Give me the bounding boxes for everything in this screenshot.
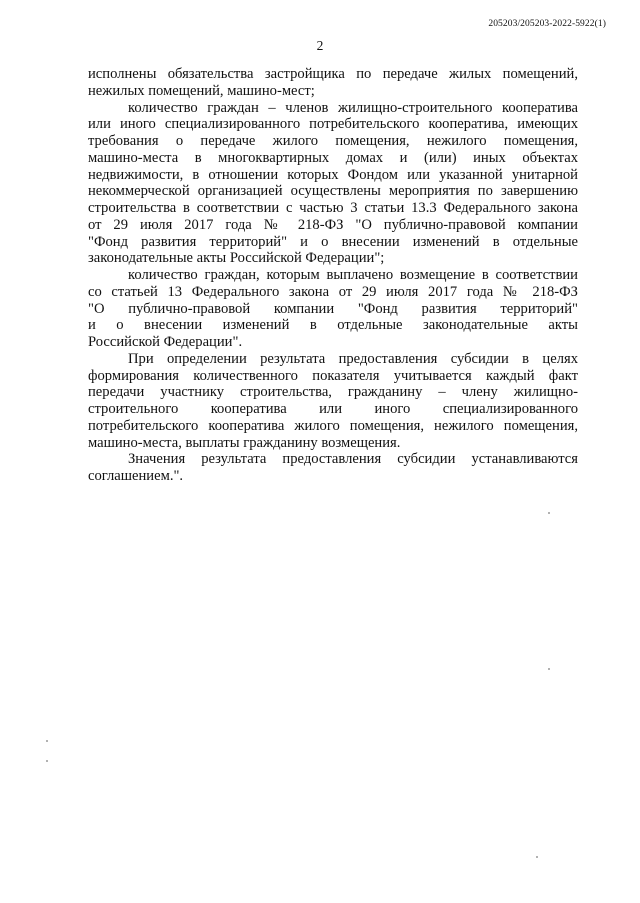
text-line: со статьей 13 Федерального закона от 29 июля 2017 года № 218-ФЗ	[88, 283, 578, 300]
scan-speck	[46, 740, 48, 742]
text-line: соглашением.".	[88, 468, 184, 484]
text-line: "Фонд развития территорий" и о внесении изменений в отдельные	[88, 233, 578, 250]
text-line: Российской Федерации".	[88, 334, 243, 350]
scan-speck	[548, 512, 550, 514]
scan-speck	[548, 668, 550, 670]
text-line: формирования количественного показателя учитывается каждый факт	[88, 367, 578, 384]
text-line: недвижимости, в отношении которых Фондом или указанной унитарной	[88, 166, 578, 183]
text-line: законодательные акты Российской Федерации";	[88, 250, 385, 267]
document-id: 205203/205203-2022-5922(1)	[488, 19, 606, 29]
scan-speck	[536, 856, 538, 858]
text-line: от 29 июля 2017 года № 218-ФЗ "О публично-правовой компании	[88, 216, 578, 233]
text-line: нежилых помещений, машино-мест;	[88, 82, 315, 99]
text-line: исполнены обязательства застройщика по передаче жилых помещений,	[88, 66, 578, 82]
text-line: строительного кооператива или иного специализированного	[88, 401, 578, 417]
text-line: и о внесении изменений в отдельные законодательные акты	[88, 317, 578, 334]
text-line: потребительского кооператива жилого помещения, нежилого помещения,	[88, 417, 578, 434]
text-line: или иного специализированного потребительского кооператива, имеющих	[88, 116, 578, 133]
text-line: строительства в соответствии с частью 3 статьи 13.3 Федерального закона	[88, 200, 578, 216]
text-line: Значения результата предоставления субсидии устанавливаются	[128, 451, 578, 468]
text-line: требования о передаче жилого помещения, нежилого помещения,	[88, 133, 578, 149]
document-body	[88, 66, 578, 485]
text-line: передачи участнику строительства, гражданину – члену жилищно-	[88, 384, 578, 401]
text-line: количество граждан, которым выплачено возмещение в соответствии	[128, 267, 578, 283]
text-line: При определении результата предоставления субсидии в целях	[128, 350, 578, 367]
text-line: количество граждан – членов жилищно-строительного кооператива	[128, 99, 578, 116]
text-line: машино-места, выплаты гражданину возмещения.	[88, 434, 401, 451]
text-line: "О публично-правовой компании "Фонд развития территорий"	[88, 300, 578, 317]
text-line: некоммерческой организацией осуществлены мероприятия по завершению	[88, 183, 578, 200]
text-line: машино-места в многоквартирных домах и (или) иных объектах	[88, 149, 578, 166]
scan-speck	[46, 760, 48, 762]
page-number: 2	[316, 38, 324, 53]
